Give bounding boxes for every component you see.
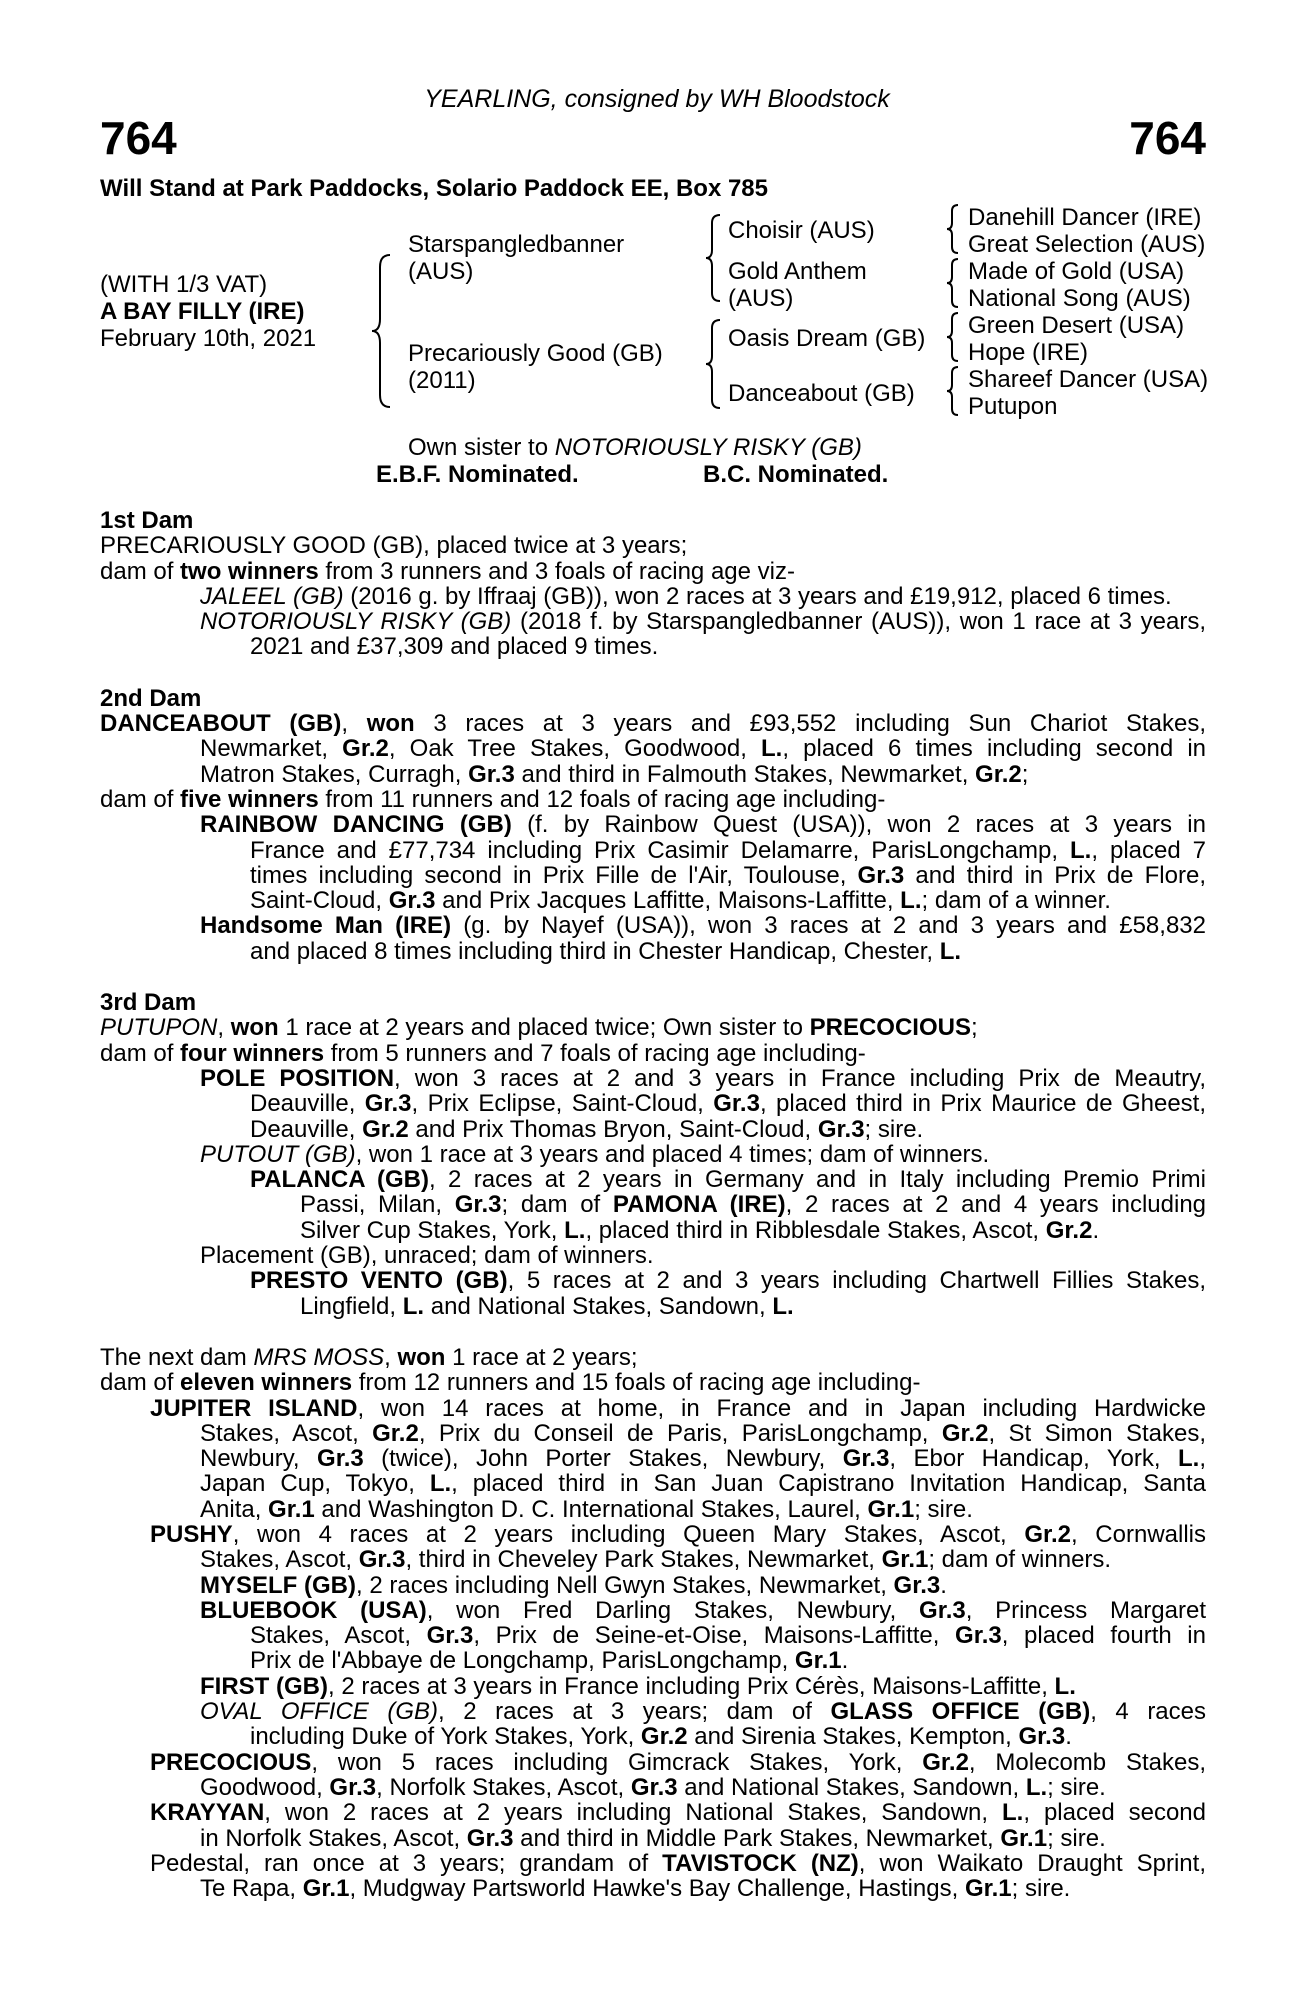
third-dam-line: Silver Cup Stakes, York, L., placed third in Ribblesdale Stakes, Ascot, Gr.2.	[300, 1216, 1100, 1244]
next-dam-line: BLUEBOOK (USA), won Fred Darling Stakes, Newbury, Gr.3, Princess Margaret	[200, 1596, 1206, 1624]
sire-name: Starspangledbanner	[408, 231, 625, 258]
first-dam-heading: 1st Dam	[100, 507, 194, 534]
second-dam-line: Newmarket, Gr.2, Oak Tree Stakes, Goodwood, L., placed 6 times including second in	[200, 735, 1206, 763]
horse-name: A BAY FILLY (IRE)	[100, 298, 305, 325]
third-dam-line: Deauville, Gr.3, Prix Eclipse, Saint-Cloud, Gr.3, placed third in Prix Maurice de Gheest,	[250, 1090, 1206, 1118]
third-dam-heading: 3rd Dam	[100, 989, 197, 1017]
dam-year: (2011)	[408, 367, 476, 394]
next-dam-line: Stakes, Ascot, Gr.3, Prix de Seine-et-Oise, Maisons-Laffitte, Gr.3, placed fourth in	[250, 1622, 1206, 1650]
gen3-4: National Song (AUS)	[968, 285, 1191, 312]
stand-location: Will Stand at Park Paddocks, Solario Paddock EE, Box 785	[100, 175, 769, 202]
bc-nomination: B.C. Nominated.	[703, 461, 889, 488]
second-dam-line: times including second in Prix Fille de l'Air, Toulouse, Gr.3 and third in Prix de Flore,	[250, 861, 1206, 889]
third-dam-line: Passi, Milan, Gr.3; dam of PAMONA (IRE), 2 races at 2 and 4 years including	[300, 1191, 1207, 1219]
third-dam-line: PRESTO VENTO (GB), 5 races at 2 and 3 years including Chartwell Fillies Stakes,	[250, 1267, 1206, 1295]
third-dam-line: PUTUPON, won 1 race at 2 years and placed twice; Own sister to PRECOCIOUS;	[100, 1014, 978, 1042]
next-dam-line: Prix de l'Abbaye de Longchamp, ParisLongchamp, Gr.1.	[250, 1647, 849, 1675]
first-dam-line: JALEEL (GB) (2016 g. by Iffraaj (GB)), won 2 races at 3 years and £19,912, placed 6 times.	[200, 582, 1172, 610]
second-dam-line: DANCEABOUT (GB), won 3 races at 3 years and £93,552 including Sun Chariot Stakes,	[100, 710, 1207, 738]
first-dam-line: 2021 and £37,309 and placed 9 times.	[250, 633, 659, 661]
third-dam-line: dam of four winners from 5 runners and 7 foals of racing age including-	[100, 1039, 866, 1067]
dams-sire: Oasis Dream (GB)	[728, 325, 926, 352]
pedigree-brace-dam	[704, 318, 724, 410]
next-dam-line: The next dam MRS MOSS, won 1 race at 2 years;	[100, 1343, 638, 1371]
pedigree-body	[100, 508, 1206, 1901]
next-dam-line: Te Rapa, Gr.1, Mudgway Partsworld Hawke's Bay Challenge, Hastings, Gr.1; sire.	[200, 1875, 1071, 1903]
gen3-5: Green Desert (USA)	[968, 312, 1185, 339]
second-dam-line: Matron Stakes, Curragh, Gr.3 and third in Falmouth Stakes, Newmarket, Gr.2;	[200, 760, 1029, 788]
pedigree-brace-sire	[704, 213, 724, 303]
own-sister-prefix: Own sister to	[408, 434, 555, 461]
next-dam-line: KRAYYAN, won 2 races at 2 years including National Stakes, Sandown, L., placed second	[150, 1799, 1206, 1827]
next-dam-line: PRECOCIOUS, won 5 races including Gimcrack Stakes, York, Gr.2, Molecomb Stakes,	[150, 1748, 1206, 1776]
next-dam-line: Japan Cup, Tokyo, L., placed third in San Juan Capistrano Invitation Handicap, Santa	[200, 1470, 1206, 1498]
second-dam-line: France and £77,734 including Prix Casimir Delamarre, ParisLongchamp, L., placed 7	[250, 836, 1206, 864]
next-dam-line: FIRST (GB), 2 races at 3 years in France including Prix Cérès, Maisons-Laffitte, L.	[200, 1672, 1076, 1700]
next-dam-line: Anita, Gr.1 and Washington D. C. International Stakes, Laurel, Gr.1; sire.	[200, 1495, 973, 1523]
next-dam-line: Stakes, Ascot, Gr.3, third in Cheveley Park Stakes, Newmarket, Gr.1; dam of winners.	[200, 1546, 1112, 1574]
gen3-7: Shareef Dancer (USA)	[968, 366, 1209, 393]
sire-country: (AUS)	[408, 258, 474, 285]
second-dam-line: dam of five winners from 11 runners and 12 foals of racing age including-	[100, 785, 886, 813]
own-sister-note	[408, 434, 862, 461]
dams-dam: Danceabout (GB)	[728, 380, 915, 407]
pedigree-brace-main	[370, 253, 394, 409]
second-dam-line: Handsome Man (IRE) (g. by Nayef (USA)), won 3 races at 2 and 3 years and £58,832	[200, 912, 1206, 940]
first-dam-line: dam of two winners from 3 runners and 3 foals of racing age viz-	[100, 557, 795, 585]
second-dam-heading: 2nd Dam	[100, 684, 202, 712]
own-sister-name: NOTORIOUSLY RISKY (GB)	[554, 434, 862, 461]
dam-name: Precariously Good (GB)	[408, 340, 663, 367]
next-dam-line: PUSHY, won 4 races at 2 years including Queen Mary Stakes, Ascot, Gr.2, Cornwallis	[150, 1520, 1207, 1548]
next-dam-line: including Duke of York Stakes, York, Gr.2 and Sirenia Stakes, Kempton, Gr.3.	[250, 1723, 1072, 1751]
second-dam-line: Saint-Cloud, Gr.3 and Prix Jacques Laffitte, Maisons-Laffitte, L.; dam of a winner.	[250, 887, 1111, 915]
next-dam-line: in Norfolk Stakes, Ascot, Gr.3 and third in Middle Park Stakes, Newmarket, Gr.1; sire.	[200, 1824, 1106, 1852]
gen3-3: Made of Gold (USA)	[968, 258, 1185, 285]
second-dam-line: and placed 8 times including third in Chester Handicap, Chester, L.	[250, 937, 962, 965]
third-dam-line: POLE POSITION, won 3 races at 2 and 3 years in France including Prix de Meautry,	[200, 1064, 1206, 1092]
third-dam-line: Deauville, Gr.2 and Prix Thomas Bryon, Saint-Cloud, Gr.3; sire.	[250, 1115, 924, 1143]
next-dam-line: Stakes, Ascot, Gr.2, Prix du Conseil de Paris, ParisLongchamp, Gr.2, St Simon Stakes,	[200, 1419, 1206, 1447]
next-dam-line: Pedestal, ran once at 3 years; grandam of TAVISTOCK (NZ), won Waikato Draught Sprint,	[150, 1849, 1206, 1877]
sires-dam: Gold Anthem	[728, 258, 867, 285]
sires-dam-country: (AUS)	[728, 285, 794, 312]
lot-number-left: 764	[100, 112, 177, 164]
sires-sire: Choisir (AUS)	[728, 217, 875, 244]
third-dam-line: PUTOUT (GB), won 1 race at 3 years and placed 4 times; dam of winners.	[200, 1140, 990, 1168]
pedigree-brace-dd	[945, 365, 961, 417]
first-dam-line: PRECARIOUSLY GOOD (GB), placed twice at 3 years;	[100, 532, 688, 560]
lot-number-right: 764	[1129, 112, 1206, 164]
gen3-6: Hope (IRE)	[968, 339, 1089, 366]
second-dam-line: RAINBOW DANCING (GB) (f. by Rainbow Quest (USA)), won 2 races at 3 years in	[200, 811, 1206, 839]
next-dam-line: Newbury, Gr.3 (twice), John Porter Stakes, Newbury, Gr.3, Ebor Handicap, York, L.,	[200, 1445, 1206, 1473]
next-dam-line: MYSELF (GB), 2 races including Nell Gwyn Stakes, Newmarket, Gr.3.	[200, 1571, 947, 1599]
pedigree-brace-sd	[945, 257, 961, 309]
third-dam-line: Placement (GB), unraced; dam of winners.	[200, 1242, 654, 1270]
third-dam-line: Lingfield, L. and National Stakes, Sandown, L.	[300, 1292, 794, 1320]
gen3-2: Great Selection (AUS)	[968, 231, 1206, 258]
ebf-nomination: E.B.F. Nominated.	[376, 461, 579, 488]
next-dam-line: OVAL OFFICE (GB), 2 races at 3 years; dam of GLASS OFFICE (GB), 4 races	[200, 1698, 1207, 1726]
gen3-8: Putupon	[968, 393, 1058, 420]
third-dam-line: PALANCA (GB), 2 races at 2 years in Germany and in Italy including Premio Primi	[250, 1166, 1207, 1194]
consignment-line: YEARLING, consigned by WH Bloodstock	[424, 85, 890, 113]
vat-note: (WITH 1/3 VAT)	[100, 271, 268, 298]
foaling-date: February 10th, 2021	[100, 325, 317, 352]
next-dam-line: JUPITER ISLAND, won 14 races at home, in France and in Japan including Hardwicke	[150, 1394, 1206, 1422]
pedigree-brace-ss	[945, 203, 961, 255]
gen3-1: Danehill Dancer (IRE)	[968, 204, 1202, 231]
next-dam-line: dam of eleven winners from 12 runners and 15 foals of racing age including-	[100, 1369, 921, 1397]
first-dam-line: NOTORIOUSLY RISKY (GB) (2018 f. by Starspangledbanner (AUS)), won 1 race at 3 years,	[200, 608, 1206, 636]
next-dam-line: Goodwood, Gr.3, Norfolk Stakes, Ascot, Gr.3 and National Stakes, Sandown, L.; sire.	[200, 1773, 1106, 1801]
pedigree-brace-ds	[945, 311, 961, 363]
